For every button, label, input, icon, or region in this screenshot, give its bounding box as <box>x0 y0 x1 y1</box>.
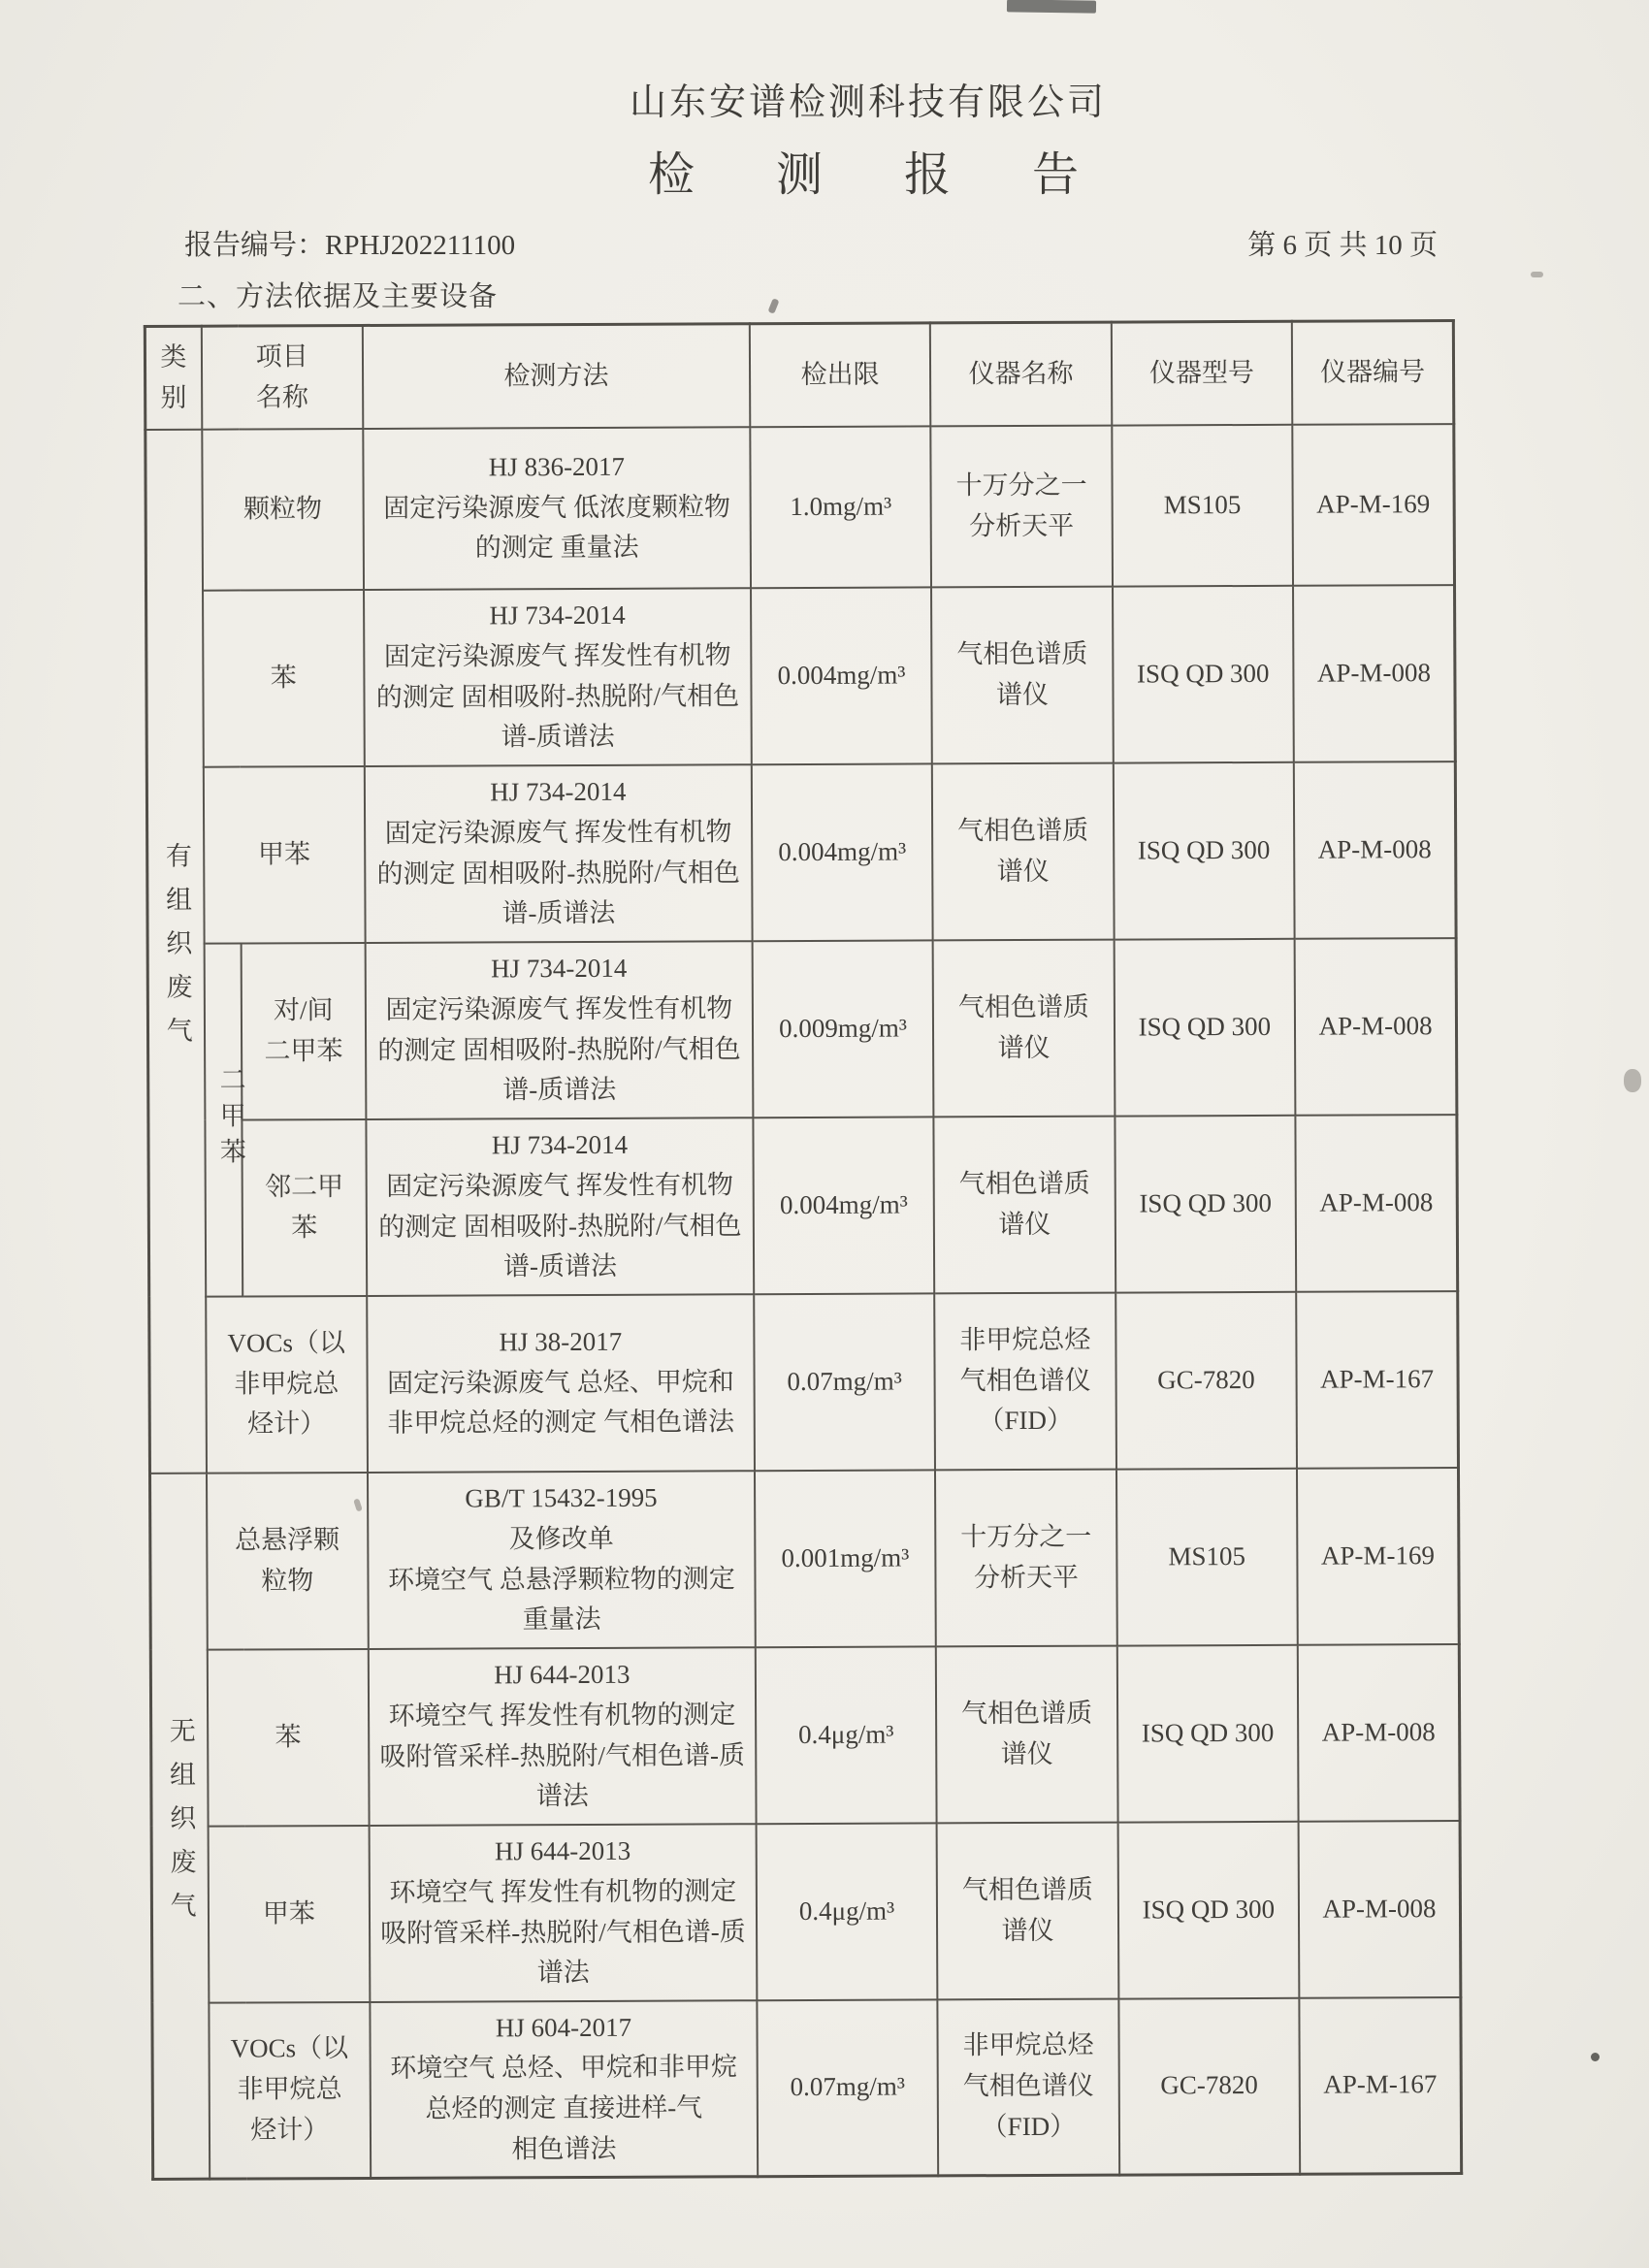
model-cell: ISQ QD 300 <box>1115 1115 1296 1292</box>
table-header-row <box>145 321 1453 430</box>
limit-cell: 0.004mg/m³ <box>753 1117 934 1294</box>
report-number <box>184 223 515 263</box>
instrument-cell: 非甲烷总烃 气相色谱仪 （FID） <box>934 1292 1116 1470</box>
instrument-cell: 气相色谱质 谱仪 <box>931 586 1113 763</box>
instrument-cell: 气相色谱质 谱仪 <box>934 1116 1116 1293</box>
limit-cell: 0.004mg/m³ <box>751 587 932 764</box>
report-number-label: 报告编号： <box>184 230 326 261</box>
method-cell: HJ 734-2014 固定污染源废气 挥发性有机物的测定 固相吸附-热脱附/气相色谱-质谱法 <box>366 1118 754 1296</box>
serial-cell: AP-M-169 <box>1297 1468 1459 1645</box>
item-cell: 总悬浮颗 粒物 <box>207 1472 369 1649</box>
model-cell: ISQ QD 300 <box>1113 585 1294 762</box>
model-cell: GC-7820 <box>1116 1291 1297 1469</box>
limit-cell: 0.001mg/m³ <box>755 1470 936 1647</box>
limit-cell: 0.4μg/m³ <box>756 1823 937 2000</box>
method-cell: HJ 734-2014 固定污染源废气 挥发性有机物的测定 固相吸附-热脱附/气相色谱-质谱法 <box>365 764 753 943</box>
limit-cell: 0.07mg/m³ <box>757 1999 938 2177</box>
table-row <box>152 1997 1462 2180</box>
item-cell: VOCs（以 非甲烷总 烃计） <box>206 1295 368 1473</box>
report-number-value: RPHJ202211100 <box>325 230 516 261</box>
method-cell: HJ 644-2013 环境空气 挥发性有机物的测定 吸附管采样-热脱附/气相色谱-质谱法 <box>370 1824 758 2002</box>
report-meta-row <box>0 223 1649 263</box>
model-cell: MS105 <box>1112 424 1293 586</box>
table-row <box>146 585 1456 767</box>
scan-mark-right-edge <box>1624 1069 1641 1092</box>
method-cell: HJ 734-2014 固定污染源废气 挥发性有机物的测定 固相吸附-热脱附/气相色谱-质谱法 <box>366 941 754 1119</box>
serial-cell: AP-M-008 <box>1295 938 1457 1116</box>
table-row <box>148 1115 1458 1297</box>
table-row <box>151 1821 1461 2003</box>
item-cell: 苯 <box>203 589 365 766</box>
header-method: 检测方法 <box>363 324 750 429</box>
item-cell: 对/间 二甲苯 <box>241 942 366 1119</box>
model-cell: ISQ QD 300 <box>1117 1821 1299 1998</box>
method-cell: GB/T 15432-1995 及修改单 环境空气 总悬浮颗粒物的测定 重量法 <box>368 1471 756 1649</box>
table-row <box>147 938 1457 1120</box>
serial-cell: AP-M-008 <box>1299 1821 1461 1998</box>
method-cell: HJ 38-2017 固定污染源废气 总烃、甲烷和非甲烷总烃的测定 气相色谱法 <box>367 1294 755 1473</box>
instrument-cell: 非甲烷总烃 气相色谱仪 （FID） <box>938 1998 1119 2176</box>
instrument-cell: 气相色谱质 谱仪 <box>932 762 1114 940</box>
table-row <box>149 1468 1459 1650</box>
category-cell-fugitive-waste-gas: 无组织废气 <box>149 1473 209 2179</box>
instrument-cell: 十万分之一 分析天平 <box>935 1469 1116 1646</box>
serial-cell: AP-M-167 <box>1299 1997 1461 2175</box>
limit-cell: 0.004mg/m³ <box>752 763 933 941</box>
header-item: 项目 名称 <box>201 325 363 429</box>
method-cell: HJ 644-2013 环境空气 挥发性有机物的测定 吸附管采样-热脱附/气相色谱-质谱法 <box>369 1647 757 1826</box>
header-instrument-name: 仪器名称 <box>930 322 1112 426</box>
instrument-cell: 十万分之一 分析天平 <box>931 425 1113 587</box>
item-cell: 甲苯 <box>203 765 365 943</box>
model-cell: ISQ QD 300 <box>1113 761 1294 939</box>
serial-cell: AP-M-008 <box>1293 585 1455 762</box>
model-cell: MS105 <box>1116 1468 1298 1645</box>
item-group-cell-xylene: 二甲苯 <box>204 943 242 1296</box>
table-row <box>150 1644 1460 1827</box>
item-cell: VOCs（以 非甲烷总 烃计） <box>209 2001 371 2179</box>
method-cell: HJ 836-2017 固定污染源废气 低浓度颗粒物的测定 重量法 <box>363 427 751 590</box>
page-indicator: 第 6 页 共 10 页 <box>1247 230 1438 261</box>
table-row <box>146 424 1455 591</box>
limit-cell: 1.0mg/m³ <box>750 426 931 588</box>
instrument-cell: 气相色谱质 谱仪 <box>937 1822 1118 1999</box>
limit-cell: 0.4μg/m³ <box>756 1646 937 1824</box>
serial-cell: AP-M-167 <box>1296 1291 1458 1469</box>
serial-cell: AP-M-008 <box>1298 1644 1460 1822</box>
limit-cell: 0.07mg/m³ <box>754 1293 935 1471</box>
header-detection-limit: 检出限 <box>750 323 931 427</box>
limit-cell: 0.009mg/m³ <box>752 940 933 1118</box>
item-cell: 甲苯 <box>208 1825 370 2002</box>
serial-cell: AP-M-008 <box>1294 761 1456 939</box>
methods-table-wrapper <box>144 319 1463 2181</box>
serial-cell: AP-M-169 <box>1292 424 1454 586</box>
serial-cell: AP-M-008 <box>1295 1115 1457 1292</box>
table-row <box>146 761 1456 944</box>
instrument-cell: 气相色谱质 谱仪 <box>933 939 1115 1117</box>
report-title: 检 测 报 告 <box>647 149 1114 201</box>
method-cell: HJ 734-2014 固定污染源废气 挥发性有机物的测定 固相吸附-热脱附/气相色谱-质谱法 <box>364 588 752 766</box>
header-instrument-no: 仪器编号 <box>1292 321 1454 425</box>
header-instrument-model: 仪器型号 <box>1112 321 1293 425</box>
company-name: 山东安谱检测科技有限公司 <box>629 82 1107 123</box>
table-row <box>149 1291 1459 1474</box>
item-cell: 苯 <box>207 1648 369 1826</box>
item-cell: 邻二甲 苯 <box>242 1118 367 1296</box>
category-cell-organized-waste-gas: 有组织废气 <box>146 429 207 1473</box>
model-cell: ISQ QD 300 <box>1114 938 1295 1116</box>
instrument-cell: 气相色谱质 谱仪 <box>936 1645 1117 1823</box>
methods-equipment-table <box>144 319 1463 2181</box>
method-cell: HJ 604-2017 环境空气 总烃、甲烷和非甲烷总烃的测定 直接进样-气 相色谱法 <box>370 2000 758 2179</box>
item-cell: 颗粒物 <box>202 428 364 590</box>
header-category: 类 别 <box>145 326 202 429</box>
model-cell: GC-7820 <box>1118 1997 1300 2175</box>
model-cell: ISQ QD 300 <box>1116 1644 1298 1822</box>
section-title: 二、方法依据及主要设备 <box>178 281 499 312</box>
scan-dot-bottom-right <box>1591 2053 1600 2061</box>
